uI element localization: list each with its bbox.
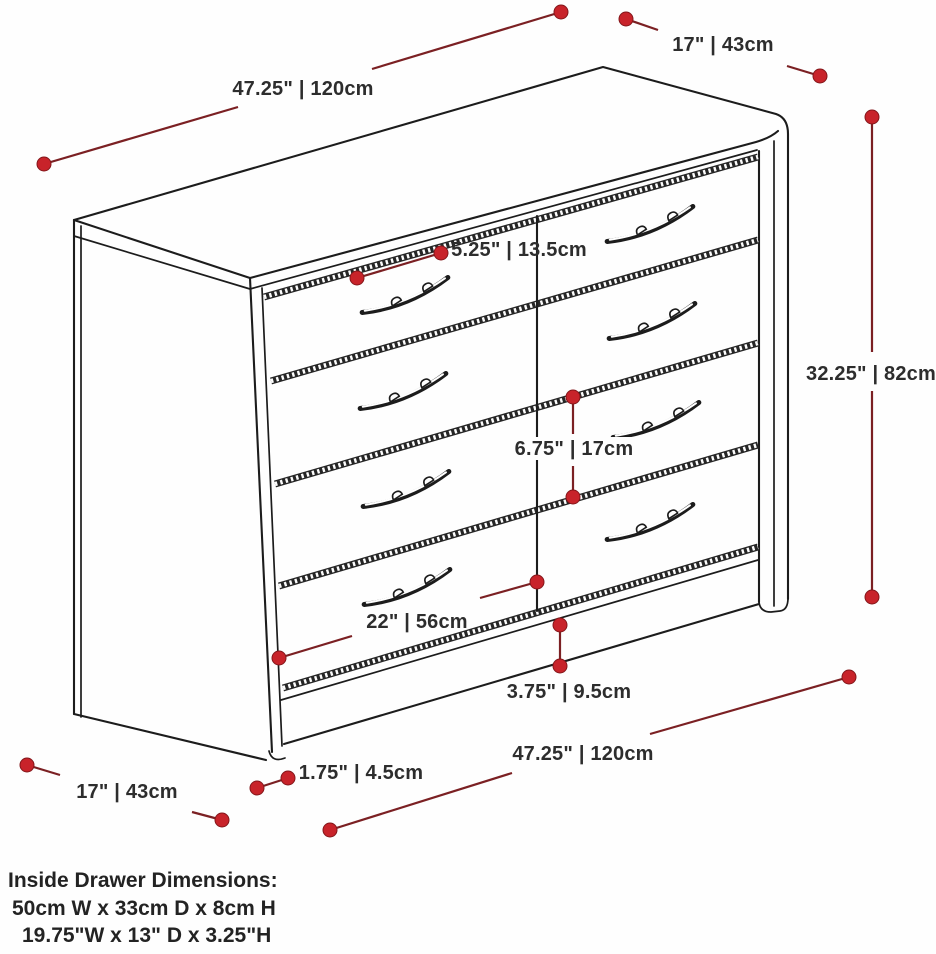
dimension-endpoint-dot [554, 5, 568, 19]
dimension-line [44, 107, 238, 164]
dimension-label-top-depth: 17" | 43cm [672, 34, 774, 56]
dimension-line [650, 677, 849, 734]
dimension-endpoint-dot [619, 12, 633, 26]
dimension-label-bottom-depth: 17" | 43cm [76, 781, 178, 803]
dimension-endpoint-dot [281, 771, 295, 785]
drawer-handle [606, 303, 698, 340]
dimension-endpoint-dot [272, 651, 286, 665]
dimension-endpoint-dot [865, 110, 879, 124]
dimension-label-bottom-width: 47.25" | 120cm [512, 743, 654, 765]
dimension-height [806, 110, 936, 604]
dimension-endpoint-dot [842, 670, 856, 684]
dimension-endpoint-dot [37, 157, 51, 171]
dimension-endpoint-dot [813, 69, 827, 83]
dimension-label-base-height: 3.75" | 9.5cm [506, 681, 632, 703]
drawer-handle [604, 504, 696, 541]
dimension-endpoint-dot [530, 575, 544, 589]
dimension-top-depth [619, 12, 827, 83]
dimension-endpoint-dot [865, 590, 879, 604]
dimension-bottom-depth [20, 758, 229, 827]
dresser-line-art [74, 67, 788, 760]
dimension-endpoint-dot [350, 271, 364, 285]
drawer-separator [283, 547, 758, 688]
drawer-handle [357, 373, 449, 410]
front-left-post [250, 278, 285, 759]
dimension-endpoint-dot [250, 781, 264, 795]
dimension-label-drawer-width: 22" | 56cm [366, 611, 468, 633]
drawer-handle [360, 471, 452, 508]
dimension-endpoint-dot [566, 490, 580, 504]
drawer-handle [361, 569, 453, 606]
drawer-separators [264, 157, 758, 688]
left-side-panel [74, 220, 266, 760]
right-frame [759, 134, 788, 612]
dimension-endpoint-dot [20, 758, 34, 772]
dimension-line [372, 12, 561, 69]
dimension-label-foot-height: 1.75" | 4.5cm [298, 762, 424, 784]
dimension-endpoint-dot [553, 618, 567, 632]
dimension-label-handle-width: 5.25" | 13.5cm [451, 239, 587, 261]
dimension-endpoint-dot [215, 813, 229, 827]
dimension-line [480, 582, 537, 598]
dimension-endpoint-dot [566, 390, 580, 404]
dimension-label-top-width: 47.25" | 120cm [232, 78, 374, 100]
dimension-foot-height [250, 762, 423, 795]
dimension-label-drawer-height: 6.75" | 17cm [514, 438, 634, 460]
drawer-handle [359, 277, 451, 314]
dimension-top-width [37, 5, 568, 171]
inside-drawer-imperial: 19.75"W x 13" D x 3.25"H [22, 924, 272, 947]
inside-drawer-metric: 50cm W x 33cm D x 8cm H [12, 897, 276, 920]
drawer-handle [610, 402, 702, 439]
dimension-line [279, 636, 352, 658]
dimension-endpoint-dot [434, 246, 448, 260]
inside-drawer-heading: Inside Drawer Dimensions: [8, 869, 278, 892]
drawer-separator [264, 157, 758, 297]
inside-drawer-dimensions-block [8, 869, 278, 947]
dimension-endpoint-dot [553, 659, 567, 673]
dimension-label-height: 32.25" | 82cm [806, 363, 936, 385]
dimension-endpoint-dot [323, 823, 337, 837]
drawer-handle [604, 206, 696, 243]
